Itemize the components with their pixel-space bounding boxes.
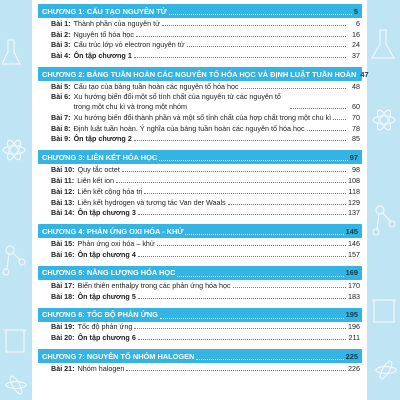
lesson-entry[interactable]	[38, 112, 362, 123]
lesson-number: Bài 11:	[51, 175, 75, 185]
lesson-title: Nhóm halogen	[77, 363, 125, 373]
lesson-entry[interactable]	[38, 134, 362, 145]
lesson-title: Quy tắc octet	[77, 165, 120, 175]
atom-icon	[376, 360, 396, 381]
lesson-number: Bài 19:	[51, 322, 75, 332]
lesson-page-number: 211	[348, 333, 360, 343]
lesson-title: Tốc độ phản ứng	[77, 322, 133, 332]
lesson-entry[interactable]	[38, 249, 362, 260]
lesson-page-number: 146	[348, 239, 360, 249]
lesson-title: Ôn tập chương 6	[77, 333, 136, 343]
chapter-title: CHƯƠNG 2: BẢNG TUẦN HOÀN CÁC NGUYÊN TỐ HÓA HỌC VÀ ĐỊNH LUẬT TUẦN HOÀN	[42, 69, 357, 79]
lesson-entry[interactable]	[38, 208, 362, 219]
lesson-title: Ôn tập chương 5	[77, 291, 136, 301]
lesson-title: Ôn tập chương 1	[73, 51, 132, 61]
leader-dots	[134, 328, 346, 329]
lesson-number: Bài 3:	[51, 40, 71, 50]
lesson-title: Ôn tập chương 3	[77, 208, 136, 218]
lesson-page-number: 196	[348, 322, 360, 332]
leader-dots	[307, 130, 346, 131]
leader-dots	[187, 46, 346, 47]
lesson-title: Xu hướng biến đổi thành phần và một số tính chất của hợp chất trong một chu kì	[73, 112, 332, 122]
lesson-title: Cấu trúc lớp vỏ electron nguyên tử	[73, 40, 185, 50]
lesson-page-number: 170	[348, 280, 360, 290]
lesson-title: Cấu tạo của bảng tuần hoàn các nguyên tố hóa học	[73, 81, 239, 91]
lesson-number: Bài 20:	[51, 333, 75, 343]
leader-dots	[138, 214, 346, 215]
chapter-page-number: 97	[349, 152, 358, 162]
leader-dots	[126, 370, 346, 371]
lesson-title: Thành phần của nguyên tử	[73, 18, 160, 28]
leader-dots	[196, 352, 343, 360]
leader-dots	[160, 311, 344, 319]
beaker-icon	[4, 330, 26, 352]
molecule-icon	[373, 206, 395, 235]
leader-dots	[333, 119, 346, 120]
lesson-entry[interactable]	[38, 175, 362, 186]
lesson-page-number: 37	[352, 51, 360, 61]
lesson-number: Bài 5:	[51, 81, 71, 91]
lesson-title: Phản ứng oxi hóa – khử	[77, 239, 155, 249]
leader-dots	[122, 171, 346, 172]
chapter-page-number: 47	[360, 69, 369, 79]
lesson-number: Bài 15:	[51, 239, 75, 249]
chapter-title: CHƯƠNG 1: CẤU TẠO NGUYÊN TỬ	[42, 6, 167, 16]
leader-dots	[134, 140, 346, 141]
chapter-page-number: 195	[345, 310, 358, 320]
lesson-number: Bài 12:	[51, 186, 75, 196]
lesson-title: Liên kết hydrogen và tương tác Van der Waals	[77, 197, 226, 207]
lesson-title: Xu hướng biến đổi một số tính chất của nguyên tử các nguyên tố trong một chu kì và trong một nhóm	[73, 91, 281, 111]
lesson-number: Bài 18:	[51, 291, 75, 301]
atom-icon	[373, 108, 395, 131]
chapter-title: CHƯƠNG 5: NĂNG LƯỢNG HÓA HỌC	[42, 268, 176, 278]
lesson-title: Liên kết cộng hóa trị	[77, 186, 143, 196]
lesson-entry[interactable]	[38, 18, 362, 29]
chapter-title: CHƯƠNG 4: PHẢN ỨNG OXI HÓA - KHỬ	[42, 226, 184, 236]
flask-icon	[2, 40, 20, 64]
leader-dots	[185, 227, 343, 235]
table-of-contents	[32, 4, 367, 374]
lesson-entry[interactable]	[38, 123, 362, 134]
lesson-page-number: 6	[356, 18, 360, 28]
lesson-number: Bài 4:	[51, 51, 71, 61]
lesson-number: Bài 6:	[51, 91, 71, 101]
lesson-page-number: 118	[348, 186, 360, 196]
lesson-title: Liên kết ion	[77, 175, 114, 185]
leader-dots	[157, 245, 346, 246]
lesson-entry[interactable]	[38, 197, 362, 208]
lesson-page-number: 183	[348, 291, 360, 301]
leader-dots	[134, 57, 346, 58]
chapter-title: CHƯƠNG 7: NGUYÊN TỐ NHÓM HALOGEN	[42, 351, 195, 361]
chapter-heading[interactable]	[38, 224, 362, 238]
lesson-page-number: 24	[352, 40, 360, 50]
lesson-page-number: 48	[352, 81, 360, 91]
lesson-entry[interactable]	[38, 238, 362, 249]
lesson-entry[interactable]	[38, 164, 362, 175]
beaker-icon	[372, 300, 396, 322]
lesson-page-number: 137	[348, 208, 360, 218]
lesson-number: Bài 14:	[51, 208, 75, 218]
lesson-number: Bài 9:	[51, 134, 71, 144]
chapter-heading[interactable]	[38, 266, 362, 280]
lesson-page-number: 70	[352, 112, 360, 122]
leader-dots	[159, 153, 348, 161]
lesson-number: Bài 2:	[51, 29, 71, 39]
lesson-page-number: 60	[352, 101, 360, 111]
chapter-heading[interactable]	[38, 4, 362, 18]
lesson-entry[interactable]	[38, 40, 362, 51]
lesson-page-number: 78	[352, 123, 360, 133]
atom-icon	[3, 138, 25, 161]
chapter-heading[interactable]	[38, 308, 362, 322]
lesson-number: Bài 21:	[51, 363, 75, 373]
lesson-entry[interactable]	[38, 92, 362, 112]
chapter-title: CHƯƠNG 6: TỐC ĐỘ PHẢN ỨNG	[42, 310, 158, 320]
toc-page	[32, 0, 367, 400]
lesson-entry[interactable]	[38, 363, 362, 374]
lesson-number: Bài 13:	[51, 197, 75, 207]
lesson-number: Bài 7:	[51, 112, 71, 122]
chapter-heading[interactable]	[38, 349, 362, 363]
lesson-title: Ôn tập chương 4	[77, 249, 136, 259]
chapter-page-number: 145	[345, 226, 358, 236]
leader-dots	[169, 7, 352, 15]
lesson-title: Biến thiên enthalpy trong các phản ứng hóa học	[77, 280, 231, 290]
leader-dots	[241, 88, 346, 89]
leader-dots	[138, 256, 346, 257]
lesson-number: Bài 17:	[51, 280, 75, 290]
lesson-page-number: 129	[348, 197, 360, 207]
leader-dots	[290, 108, 346, 109]
molecule-icon	[3, 246, 25, 275]
lesson-page-number: 157	[348, 249, 360, 259]
chapter-heading[interactable]	[38, 150, 362, 164]
lesson-entry[interactable]	[38, 29, 362, 40]
chapter-page-number: 169	[345, 268, 358, 278]
chapter-heading[interactable]	[38, 67, 369, 81]
leader-dots	[177, 269, 343, 277]
lesson-page-number: 226	[348, 363, 360, 373]
lesson-page-number: 98	[352, 165, 360, 175]
lesson-page-number: 16	[352, 29, 360, 39]
lesson-entry[interactable]	[38, 280, 362, 291]
leader-dots	[138, 339, 346, 340]
leader-dots	[162, 25, 346, 26]
chapter-page-number: 5	[353, 6, 358, 16]
lesson-number: Bài 8:	[51, 123, 71, 133]
lesson-entry[interactable]	[38, 332, 362, 343]
leader-dots	[138, 298, 346, 299]
lesson-number: Bài 10:	[51, 165, 75, 175]
lesson-title: Nguyên tố hóa học	[73, 29, 134, 39]
leader-dots	[116, 182, 346, 183]
lesson-page-number: 108	[348, 175, 360, 185]
lesson-number: Bài 1:	[51, 18, 71, 28]
lesson-title: Ôn tập chương 2	[73, 134, 132, 144]
leader-dots	[233, 287, 346, 288]
lesson-title: Định luật tuần hoàn. Ý nghĩa của bảng tuần hoàn các nguyên tố hóa học	[73, 123, 305, 133]
flask-icon	[372, 30, 394, 58]
lesson-entry[interactable]	[38, 81, 362, 92]
lesson-number: Bài 16:	[51, 249, 75, 259]
lesson-page-number: 85	[352, 134, 360, 144]
lesson-entry[interactable]	[38, 291, 362, 302]
lesson-entry[interactable]	[38, 186, 362, 197]
chapter-page-number: 225	[345, 351, 358, 361]
leader-dots	[144, 193, 346, 194]
lesson-entry[interactable]	[38, 50, 362, 61]
leader-dots	[136, 36, 346, 37]
leader-dots	[228, 204, 346, 205]
chapter-title: CHƯƠNG 3: LIÊN KẾT HÓA HỌC	[42, 152, 158, 162]
atom-icon	[6, 375, 26, 396]
lesson-entry[interactable]	[38, 322, 362, 333]
